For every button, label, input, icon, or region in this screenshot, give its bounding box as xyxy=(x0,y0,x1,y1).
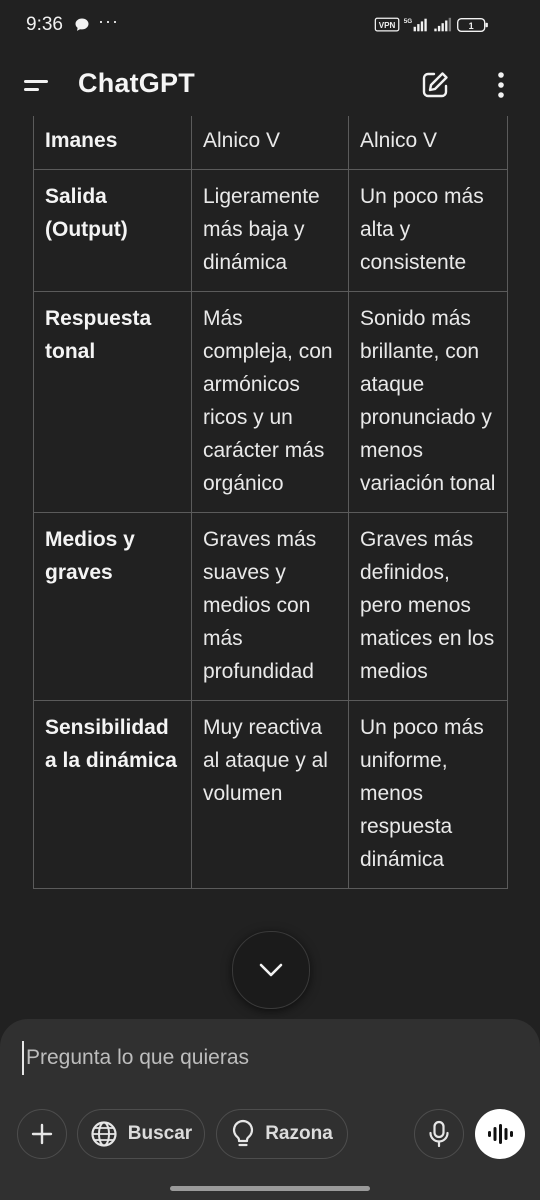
table-cell: Un poco más alta y consistente xyxy=(349,170,508,292)
dictate-button[interactable] xyxy=(414,1109,464,1159)
table-cell: Muy reactiva al ataque y al volumen xyxy=(192,701,349,889)
table-cell: Más compleja, con armónicos ricos y un carácter más orgánico xyxy=(192,292,349,513)
comparison-table xyxy=(33,116,507,889)
search-label: Buscar xyxy=(127,1123,193,1144)
table-cell: Sonido más brillante, con ataque pronunciado y menos variación tonal xyxy=(349,292,508,513)
attach-button[interactable] xyxy=(17,1109,67,1159)
chevron-down-icon xyxy=(258,962,284,978)
row-label: Sensibilidad a la dinámica xyxy=(34,701,192,889)
status-time: 9:36 xyxy=(26,14,63,35)
chat-bubble-icon xyxy=(74,17,90,33)
status-icons xyxy=(368,16,506,34)
signal-icon xyxy=(434,18,451,32)
app-title[interactable]: ChatGPT xyxy=(78,68,195,98)
voice-mode-button[interactable] xyxy=(475,1109,525,1159)
svg-text:VPN: VPN xyxy=(378,21,396,31)
new-chat-edit-icon[interactable] xyxy=(420,70,450,100)
vpn-icon xyxy=(375,18,398,31)
prompt-input[interactable]: Pregunta lo que quieras xyxy=(22,1041,506,1075)
battery-icon xyxy=(458,19,488,32)
table-cell: Ligeramente más baja y dinámica xyxy=(192,170,349,292)
search-button[interactable] xyxy=(77,1109,205,1159)
table-row xyxy=(34,292,508,513)
row-label: Salida (Output) xyxy=(34,170,192,292)
lightbulb-icon xyxy=(231,1119,255,1149)
reason-button[interactable] xyxy=(216,1109,348,1159)
table-row xyxy=(34,513,508,701)
svg-text:5G: 5G xyxy=(403,18,413,26)
menu-icon[interactable] xyxy=(24,74,52,96)
table-cell: Graves más definidos, pero menos matices en los medios xyxy=(349,513,508,701)
status-bar xyxy=(0,0,540,52)
microphone-icon xyxy=(428,1120,450,1148)
table-cell: Alnico V xyxy=(192,116,349,170)
row-label: Imanes xyxy=(34,116,192,170)
table-row xyxy=(34,170,508,292)
status-more-dots: ··· xyxy=(98,11,119,31)
app-header xyxy=(0,52,540,116)
voice-waveform-icon xyxy=(487,1122,513,1146)
row-label: Respuesta tonal xyxy=(34,292,192,513)
table-cell: Un poco más uniforme, menos respuesta dinámica xyxy=(349,701,508,889)
table-cell: Alnico V xyxy=(349,116,508,170)
plus-icon xyxy=(31,1123,53,1145)
svg-text:1: 1 xyxy=(468,20,474,31)
composer xyxy=(0,1019,540,1200)
globe-icon xyxy=(90,1120,118,1148)
scroll-to-bottom-button[interactable] xyxy=(232,931,310,1009)
row-label: Medios y graves xyxy=(34,513,192,701)
signal-5g-icon xyxy=(404,18,427,31)
home-indicator xyxy=(170,1186,370,1191)
reason-label: Razona xyxy=(265,1123,333,1144)
table-cell: Graves más suaves y medios con más profundidad xyxy=(192,513,349,701)
table-row xyxy=(34,116,508,170)
table-row xyxy=(34,701,508,889)
more-vertical-icon[interactable] xyxy=(490,70,512,100)
